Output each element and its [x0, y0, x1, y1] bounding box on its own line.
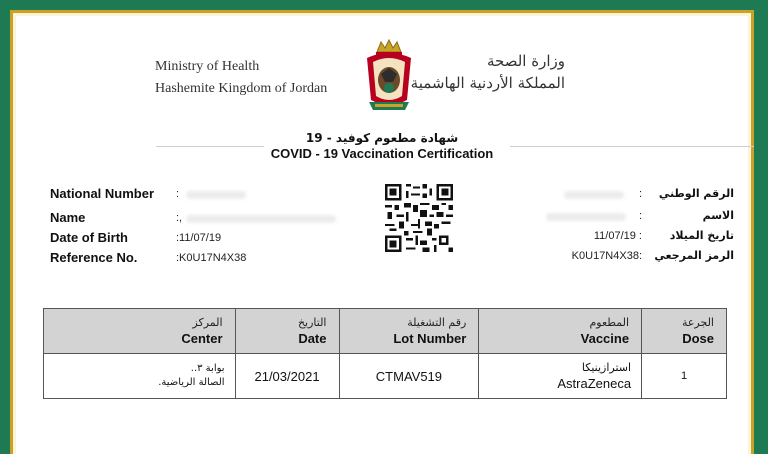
- center-header-ar: المركز: [192, 316, 223, 329]
- reference-value-ar: K0U17N4X38:: [571, 250, 642, 262]
- table-header-row: [44, 309, 727, 354]
- center-line1: بوابة ٣..: [190, 363, 225, 374]
- vaccine-name-en: AstraZeneca: [557, 376, 632, 391]
- date-header-ar: التاريخ: [297, 316, 327, 329]
- center-header: [44, 309, 236, 354]
- certificate-title-en: COVID - 19 Vaccination Certification: [270, 146, 494, 161]
- reference-value: :K0U17N4X38: [176, 252, 247, 264]
- lot-header-ar: رقم التشغيلة: [407, 316, 467, 329]
- national-number-label-ar: الرقم الوطني: [658, 187, 734, 200]
- reference-label-ar: الرمز المرجعي: [654, 249, 734, 262]
- national-number-value: :: [176, 188, 180, 200]
- certificate-frame: [10, 10, 754, 454]
- dose-header: [642, 309, 727, 354]
- date-header: [235, 309, 339, 354]
- ministry-name-ar: [411, 50, 565, 94]
- name-value-ar: :: [638, 210, 642, 222]
- redacted-national-number-ar: [564, 191, 624, 199]
- name-label-ar: الاسم: [702, 209, 734, 222]
- vaccine-header-en: Vaccine: [580, 331, 630, 346]
- dose-header-en: Dose: [682, 331, 714, 346]
- frame-inner-border: [13, 13, 751, 454]
- center-line2: الصالة الرياضية.: [158, 377, 225, 388]
- reference-label: Reference No.: [50, 250, 138, 265]
- dob-label: Date of Birth: [50, 230, 128, 245]
- jordan-coat-of-arms-icon: [361, 38, 417, 114]
- redacted-name-ar: [546, 213, 626, 221]
- name-value: :,: [176, 212, 183, 224]
- certificate-title-ar: شهادة مطعوم كوفيد - 19: [305, 131, 459, 145]
- lot-header-en: Lot Number: [393, 331, 467, 346]
- date-header-en: Date: [298, 331, 327, 346]
- ministry-en-line1: Ministry of Health: [155, 59, 260, 74]
- dob-value: :11/07/19: [176, 232, 222, 244]
- ministry-ar-line1: وزارة الصحة: [487, 52, 565, 70]
- center-cell: [44, 354, 236, 399]
- national-number-value-ar: :: [638, 188, 642, 200]
- vaccine-cell: [479, 354, 642, 399]
- vaccine-name-ar: استرازينيكا: [581, 361, 632, 374]
- name-label: Name: [50, 210, 86, 225]
- national-number-label: National Number: [50, 186, 155, 201]
- dob-value-ar: 11/07/19 :: [593, 230, 642, 242]
- certificate-page: [16, 16, 748, 454]
- dose-cell: 1: [642, 354, 727, 399]
- ministry-en-line2: Hashemite Kingdom of Jordan: [155, 81, 328, 96]
- lot-header: [339, 309, 479, 354]
- date-cell: 21/03/2021: [235, 354, 339, 399]
- dose-header-ar: الجرعة: [681, 316, 714, 329]
- center-header-en: Center: [181, 331, 223, 346]
- redacted-name: [186, 215, 336, 223]
- vaccine-header: [479, 309, 642, 354]
- dob-label-ar: تاريخ الميلاد: [669, 229, 734, 242]
- lot-cell: CTMAV519: [339, 354, 479, 399]
- vaccine-header-ar: المطعوم: [589, 316, 630, 329]
- qr-code-icon: [385, 184, 453, 252]
- table-row: [44, 354, 727, 399]
- vaccination-table: [43, 308, 727, 399]
- ministry-name-en: [155, 56, 327, 100]
- redacted-national-number: [186, 191, 246, 199]
- ministry-ar-line2: المملكة الأردنية الهاشمية: [410, 74, 565, 92]
